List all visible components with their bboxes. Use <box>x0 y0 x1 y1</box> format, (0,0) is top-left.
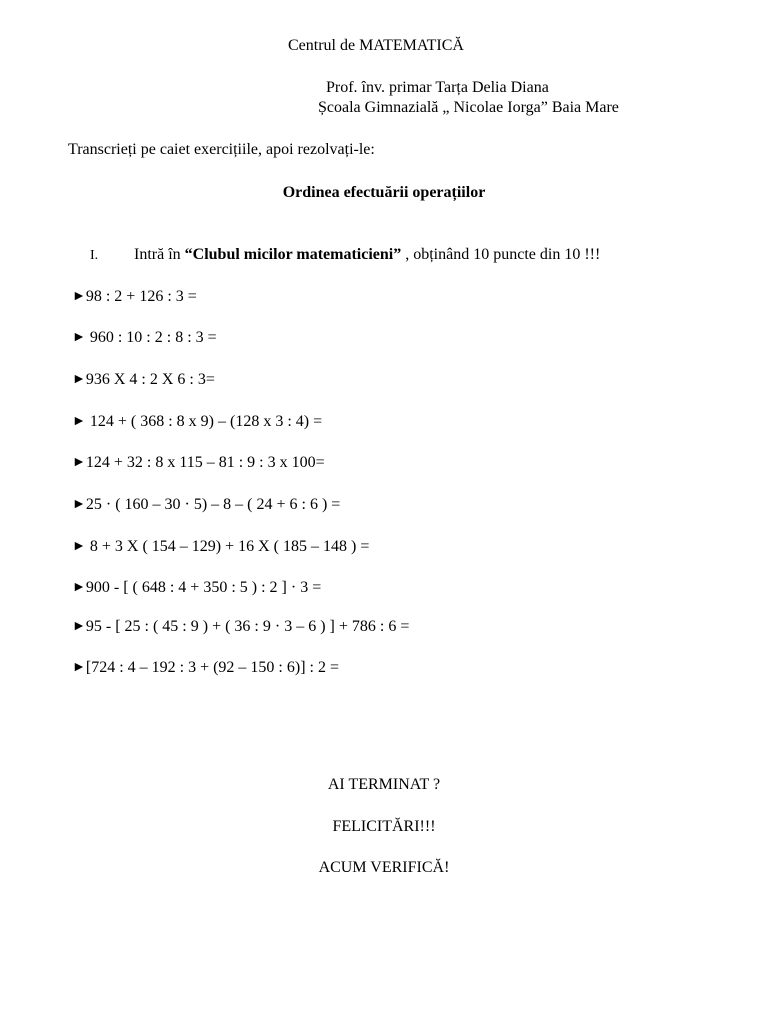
arrow-marker-icon: ► <box>72 619 86 634</box>
instruction-text: Transcrieți pe caiet exercițiile, apoi rezolvați-le: <box>68 141 375 158</box>
exercise-6 <box>72 495 340 515</box>
exercise-2 <box>72 328 217 348</box>
exercise-text: 960 : 10 : 2 : 8 : 3 = <box>85 329 217 346</box>
exercise-text: 936 X 4 : 2 X 6 : 3= <box>85 371 215 388</box>
center-title: Centrul de MATEMATICĂ <box>288 37 464 54</box>
exercise-text: 8 + 3 X ( 154 – 129) + 16 X ( 185 – 148 ) = <box>85 538 370 555</box>
exercise-7 <box>72 537 369 557</box>
exercise-text: 124 + 32 : 8 x 115 – 81 : 9 : 3 x 100= <box>85 454 325 471</box>
closing-line-3: ACUM VERIFICĂ! <box>318 859 450 876</box>
club-name: “Clubul micilor matematicieni” <box>184 246 402 263</box>
exercise-5 <box>72 453 325 473</box>
exercise-text: [724 : 4 – 192 : 3 + (92 – 150 : 6)] : 2 = <box>85 659 339 676</box>
exercise-8 <box>72 578 321 598</box>
arrow-marker-icon: ► <box>72 497 86 512</box>
arrow-marker-icon: ► <box>72 414 86 429</box>
exercise-text: 124 + ( 368 : 8 x 9) – (128 x 3 : 4) = <box>85 413 323 430</box>
arrow-marker-icon: ► <box>72 289 86 304</box>
closing-line-1: AI TERMINAT ? <box>327 776 441 793</box>
exercise-text: 900 - [ ( 648 : 4 + 350 : 5 ) : 2 ] · 3 = <box>85 579 322 596</box>
exercise-1 <box>72 287 197 307</box>
exercise-3 <box>72 370 215 390</box>
task-rest: , obținând 10 puncte din 10 !!! <box>401 246 601 263</box>
section-title: Ordinea efectuării operațiilor <box>282 184 486 201</box>
arrow-marker-icon: ► <box>72 372 86 387</box>
author-line: Prof. înv. primar Tarța Delia Diana <box>326 79 549 96</box>
exercise-text: 98 : 2 + 126 : 3 = <box>85 288 197 305</box>
task-line <box>134 245 600 265</box>
arrow-marker-icon: ► <box>72 330 86 345</box>
task-intro: Intră în <box>134 246 185 263</box>
exercise-4 <box>72 412 322 432</box>
exercise-10 <box>72 658 339 678</box>
arrow-marker-icon: ► <box>72 539 86 554</box>
exercise-text: 25 · ( 160 – 30 · 5) – 8 – ( 24 + 6 : 6 ) = <box>85 496 341 513</box>
task-number: I. <box>90 248 99 263</box>
arrow-marker-icon: ► <box>72 660 86 675</box>
closing-line-2: FELICITĂRI!!! <box>332 818 436 835</box>
exercise-9 <box>72 617 409 637</box>
arrow-marker-icon: ► <box>72 455 86 470</box>
arrow-marker-icon: ► <box>72 580 86 595</box>
school-line: Școala Gimnazială „ Nicolae Iorga” Baia Mare <box>318 99 619 116</box>
exercise-text: 95 - [ 25 : ( 45 : 9 ) + ( 36 : 9 · 3 – 6 ) ] + 786 : 6 = <box>85 618 410 635</box>
